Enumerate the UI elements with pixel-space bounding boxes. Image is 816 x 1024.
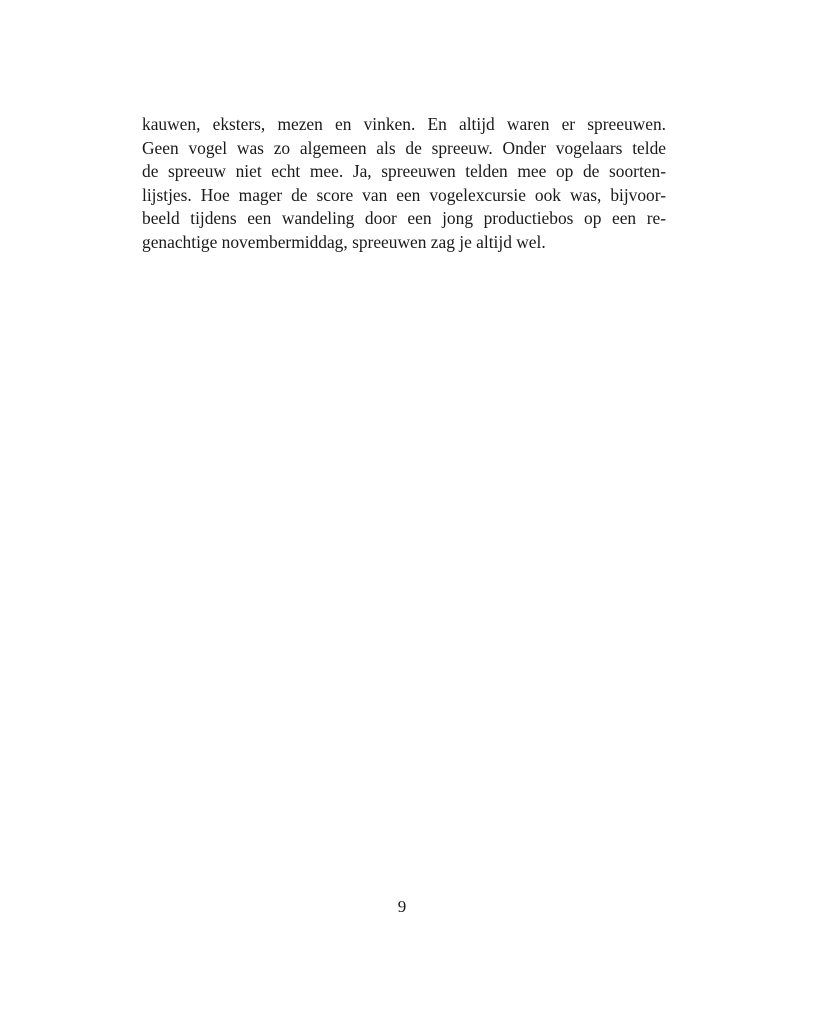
text-line: beeld tijdens een wandeling door een jong productiebos op een re- xyxy=(142,208,666,228)
text-line: lijstjes. Hoe mager de score van een vogelexcursie ook was, bijvoor- xyxy=(142,184,666,205)
body-paragraph xyxy=(142,113,666,254)
text-line: kauwen, eksters, mezen en vinken. En altijd waren er spreeuwen. xyxy=(142,114,666,134)
text-line: Geen vogel was zo algemeen als de spreeuw. Onder vogelaars telde xyxy=(142,137,666,158)
text-line: de spreeuw niet echt mee. Ja, spreeuwen telden mee op de soorten- xyxy=(142,161,666,181)
text-line: genachtige novembermiddag, spreeuwen zag je altijd wel. xyxy=(142,231,546,252)
page-number: 9 xyxy=(397,897,407,916)
